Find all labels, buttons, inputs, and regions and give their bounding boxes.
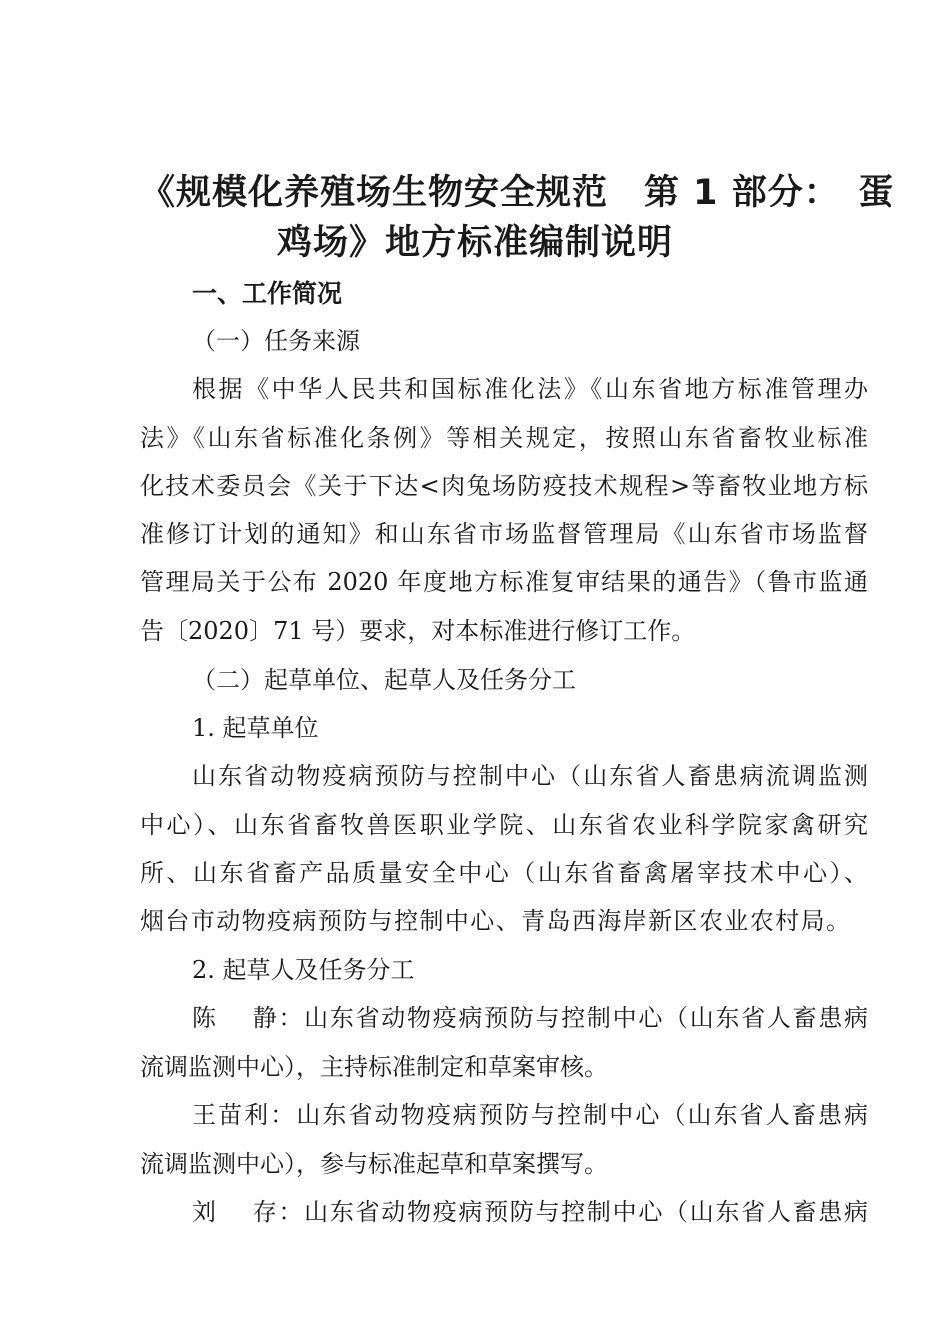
drafter-entry-line: 刘 存：山东省动物疫病预防与控制中心（山东省人畜患病 — [192, 1198, 868, 1226]
document-title-line-2: 鸡场》地方标准编制说明 — [276, 223, 673, 263]
paragraph-line: 告〔2020〕71 号）要求，对本标准进行修订工作。 — [140, 617, 696, 645]
document-title-line-1: 《规模化养殖场生物安全规范 第 1 部分： 蛋 — [140, 173, 895, 213]
paragraph-line: 山东省动物疫病预防与控制中心（山东省人畜患病流调监测 — [192, 762, 868, 790]
paragraph-line: 根据《中华人民共和国标准化法》《山东省地方标准管理办 — [192, 375, 868, 403]
drafter-entry-line: 流调监测中心），参与标准起草和草案撰写。 — [140, 1150, 608, 1178]
subsection-heading-drafting-units: （二）起草单位、起草人及任务分工 — [192, 666, 576, 694]
paragraph-line: 烟台市动物疫病预防与控制中心、青岛西海岸新区农业农村局。 — [140, 907, 850, 935]
item-heading-drafting-unit: 1. 起草单位 — [192, 714, 319, 742]
drafter-entry-line: 陈 静：山东省动物疫病预防与控制中心（山东省人畜患病 — [192, 1004, 868, 1032]
drafter-entry-line: 王苗利：山东省动物疫病预防与控制中心（山东省人畜患病 — [192, 1101, 868, 1129]
item-heading-drafters: 2. 起草人及任务分工 — [192, 956, 415, 984]
paragraph-line: 所、山东省畜产品质量安全中心（山东省畜禽屠宰技术中心）、 — [140, 859, 868, 887]
paragraph-line: 准修订计划的通知》和山东省市场监督管理局《山东省市场监督 — [140, 520, 868, 548]
paragraph-line: 管理局关于公布 2020 年度地方标准复审结果的通告》（鲁市监通 — [140, 568, 868, 596]
paragraph-line: 中心）、山东省畜牧兽医职业学院、山东省农业科学院家禽研究 — [140, 811, 868, 839]
subsection-heading-task-source: （一）任务来源 — [192, 327, 360, 355]
paragraph-line: 法》《山东省标准化条例》等相关规定，按照山东省畜牧业标准 — [140, 424, 868, 452]
section-heading-work-overview: 一、工作简况 — [192, 279, 343, 308]
drafter-entry-line: 流调监测中心），主持标准制定和草案审核。 — [140, 1053, 608, 1081]
paragraph-line: 化技术委员会《关于下达<肉兔场防疫技术规程>等畜牧业地方标 — [140, 472, 868, 500]
